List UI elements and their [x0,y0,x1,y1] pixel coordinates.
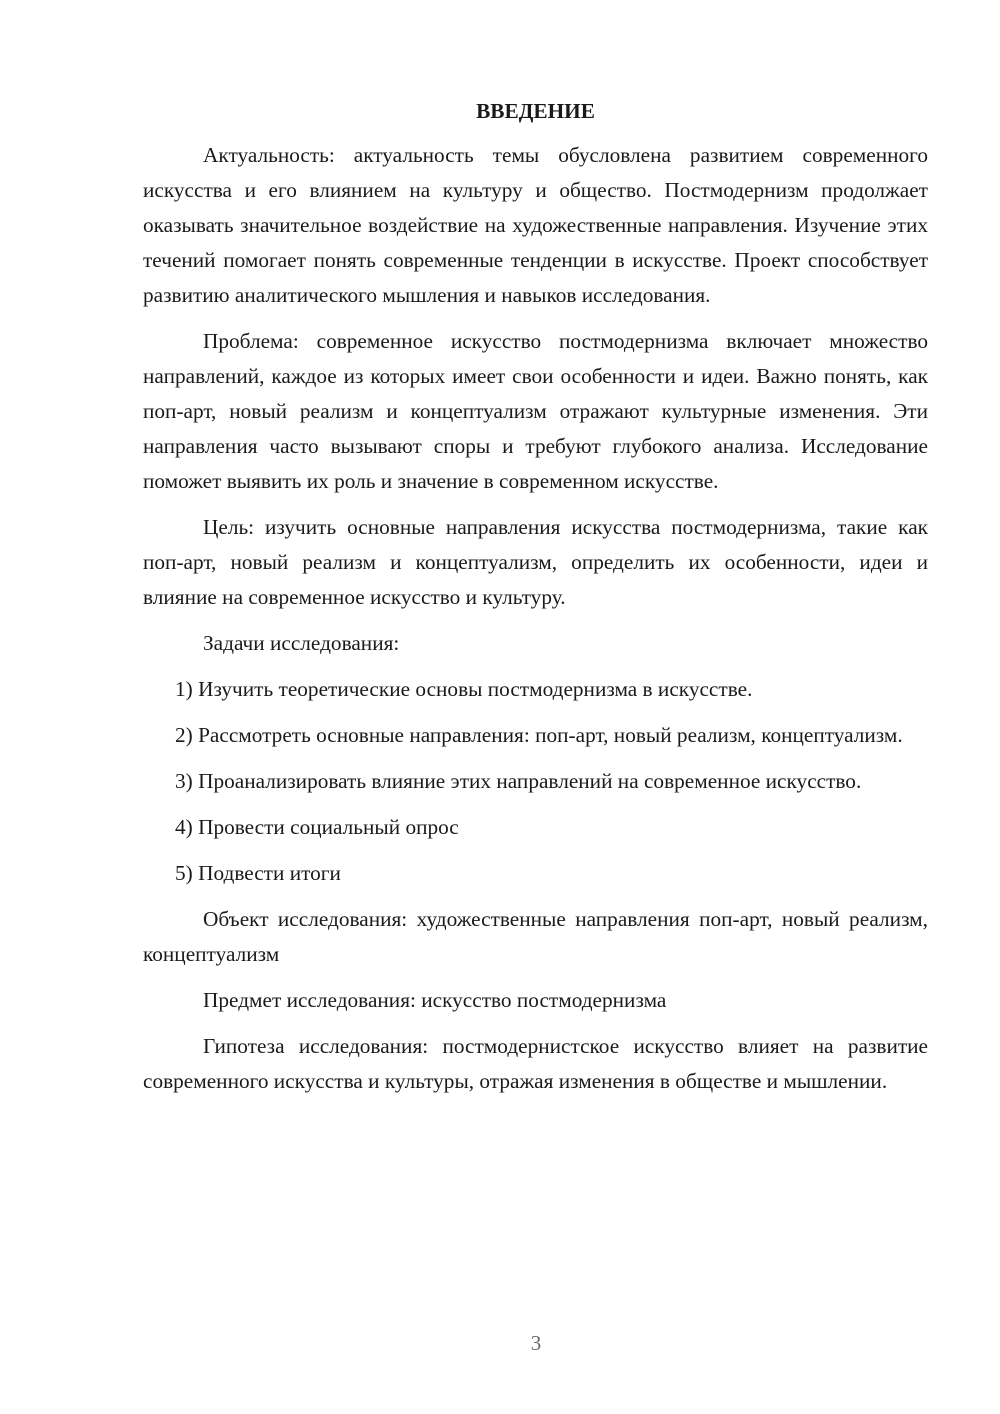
document-body [143,94,928,1110]
object-paragraph: Объект исследования: художественные направления поп-арт, новый реализм, концептуализм [143,907,928,966]
hypothesis-paragraph: Гипотеза исследования: постмодернистское искусство влияет на развитие современного искусства и культуры, отражая изменения в обществе и мышлении. [143,1034,928,1093]
problem-paragraph: Проблема: современное искусство постмодернизма включает множество направлений, каждое из которых имеет свои особенности и идеи. Важно понять, как поп-арт, новый реализм и концептуализм отражают культурные изменения. Эти направления часто вызывают споры и требуют глубокого анализа. Исследование поможет выявить их роль и значение в современном искусстве. [143,329,928,493]
subject-paragraph: Предмет исследования: искусство постмодернизма [203,988,667,1012]
task-item-3: 3) Проанализировать влияние этих направлений на современное искусство. [175,769,862,793]
task-item-4: 4) Провести социальный опрос [175,815,459,839]
task-item-2: 2) Рассмотреть основные направления: поп-арт, новый реализм, концептуализм. [175,723,903,747]
task-item-1: 1) Изучить теоретические основы постмодернизма в искусстве. [175,677,753,701]
goal-paragraph: Цель: изучить основные направления искусства постмодернизма, такие как поп-арт, новый реализм и концептуализм, определить их особенности, идеи и влияние на современное искусство и культуру. [143,515,928,609]
relevance-paragraph: Актуальность: актуальность темы обусловлена развитием современного искусства и его влиянием на культуру и общество. Постмодернизм продолжает оказывать значительное воздействие на художественные направления. Изучение этих течений помогает понять современные тенденции в искусстве. Проект способствует развитию аналитического мышления и навыков исследования. [143,143,928,307]
section-heading: ВВЕДЕНИЕ [476,99,595,123]
page-number: 3 [530,1331,542,1355]
tasks-title: Задачи исследования: [203,631,400,655]
task-item-5: 5) Подвести итоги [175,861,341,885]
